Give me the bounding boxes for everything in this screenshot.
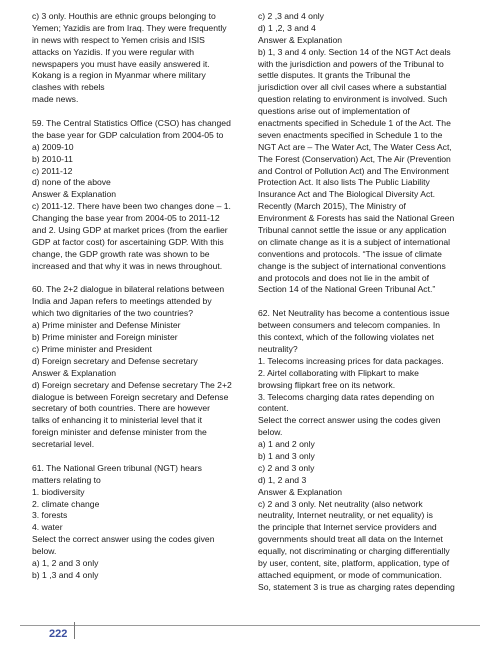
text-line: which two dignitaries of the two countries?: [32, 308, 193, 319]
paragraph-gap: [32, 106, 240, 118]
text-line: with the jurisdiction and powers of the Tribunal to: [258, 58, 444, 69]
text-line: 2. Airtel collaborating with Flipkart to make: [258, 367, 419, 378]
text-line: on climate change as it is a subject of international: [258, 236, 451, 247]
paragraph-gap: [32, 451, 240, 463]
text-line: The Forest (Conservation) Act, The Air (Prevention: [258, 153, 451, 164]
text-line: d) 1, 2 and 3: [258, 474, 307, 485]
text-line: neutrality?: [258, 343, 298, 354]
text-line: Section 14 of the National Green Tribunal Act.”: [258, 284, 436, 295]
text-line: matters relating to: [32, 474, 101, 485]
text-line: dialogue is between Foreign secretary and Defense: [32, 391, 229, 402]
text-line: made news.: [32, 94, 79, 105]
text-line: b) 1, 3 and 4 only. Section 14 of the NGT Act deals: [258, 46, 451, 57]
text-line: by user, content, site, platform, application, type of: [258, 557, 450, 568]
text-line: and 2. Using GDP at market prices (from the earlier: [32, 225, 228, 236]
text-line: and Control of Pollution Act) and The Environment: [258, 165, 449, 176]
text-line: Protection Act. It also lists The Public Liability: [258, 177, 430, 188]
text-line: Answer & Explanation: [32, 367, 117, 378]
text-line: b) Prime minister and Foreign minister: [32, 332, 178, 343]
text-line: questions arise out of implementation of: [258, 106, 410, 117]
text-line: 59. The Central Statistics Office (CSO) has changed: [32, 118, 231, 129]
text-line: 3. Telecoms charging data rates depending on: [258, 391, 435, 402]
text-line: newspapers you must have easily answered it.: [32, 58, 210, 69]
text-line: 2. climate change: [32, 498, 100, 509]
text-line: 61. The National Green tribunal (NGT) hears: [32, 462, 202, 473]
text-line: below.: [32, 546, 57, 557]
text-line: GDP at factor cost) for ascertaining GDP. With this: [32, 236, 224, 247]
text-line: between consumers and telecom companies. In: [258, 320, 441, 331]
text-line: neutrality, Internet neutrality, or net equality) is: [258, 510, 433, 521]
text-line: Changing the base year from 2004-05 to 2011-12: [32, 213, 220, 224]
text-line: below.: [258, 427, 283, 438]
text-line: Insurance Act and The Biological Diversity Act.: [258, 189, 436, 200]
text-line: Environment & Forests has said the National Green: [258, 213, 455, 224]
paragraph-gap: [32, 273, 240, 285]
footer-divider: [74, 622, 75, 639]
text-line: this context, which of the following violates net: [258, 332, 434, 343]
text-line: change is the subject of international conventions: [258, 260, 446, 271]
text-line: Tribunal cannot settle the issue or any application: [258, 225, 447, 236]
text-line: the base year for GDP calculation from 2004-05 to: [32, 129, 224, 140]
text-line: Answer & Explanation: [258, 34, 343, 45]
text-line: c) Prime minister and President: [32, 343, 152, 354]
text-line: Yemen; Yazidis are from Iraq. They were frequently: [32, 22, 227, 33]
text-line: Answer & Explanation: [32, 189, 117, 200]
text-line: d) none of the above: [32, 177, 111, 188]
text-line: 1. Telecoms increasing prices for data packages.: [258, 355, 444, 366]
text-line: change, the GDP growth rate was shown to be: [32, 248, 210, 259]
text-line: Kokang is a region in Myanmar where military: [32, 70, 206, 81]
text-line: a) 1 and 2 only: [258, 439, 315, 450]
text-line: clashes with rebels: [32, 82, 105, 93]
text-line: a) Prime minister and Defense Minister: [32, 320, 181, 331]
text-line: c) 2 ,3 and 4 only: [258, 11, 324, 21]
text-line: governments should treat all data on the Internet: [258, 534, 443, 545]
text-line: 62. Net Neutrality has become a contentious issue: [258, 308, 450, 319]
text-line: Select the correct answer using the codes given: [32, 534, 215, 545]
text-line: attacks on Yazidis. If you were regular with: [32, 46, 195, 57]
text-line: Recently (March 2015), The Ministry of: [258, 201, 406, 212]
text-line: a) 2009-10: [32, 141, 74, 152]
text-line: 60. The 2+2 dialogue in bilateral relations between: [32, 284, 225, 295]
text-line: Select the correct answer using the codes given: [258, 415, 441, 426]
text-line: conventions and protocols. “The issue of climate: [258, 248, 442, 259]
text-line: seven enactments specified in Schedule 1 to the: [258, 129, 443, 140]
text-line: and protocols and does not lie in the ambit of: [258, 272, 430, 283]
text-line: equally, not discriminating or charging differentially: [258, 546, 450, 557]
text-line: b) 1 ,3 and 4 only: [32, 569, 99, 580]
text-line: attached equipment, or mode of communication.: [258, 569, 442, 580]
text-line: a) 1, 2 and 3 only: [32, 557, 99, 568]
text-line: talks of enhancing it to ministerial level that it: [32, 415, 203, 426]
text-line: India and Japan refers to meetings attended by: [32, 296, 212, 307]
text-line: increased and that why it was in news throughout.: [32, 260, 223, 271]
text-line: settle disputes. It grants the Tribunal the: [258, 70, 411, 81]
text-line: b) 2010-11: [32, 153, 73, 164]
text-line: 4. water: [32, 522, 63, 533]
text-line: c) 2011-12. There have been two changes done – 1.: [32, 201, 231, 212]
text-line: c) 2 and 3 only: [258, 462, 315, 473]
text-line: in news with respect to Yemen crisis and ISIS: [32, 34, 205, 45]
right-text-column: [258, 11, 471, 594]
text-line: NGT Act are – The Water Act, The Water Cess Act,: [258, 141, 452, 152]
text-line: So, statement 3 is true as charging rates depending: [258, 581, 455, 592]
text-line: browsing flipkart free on its network.: [258, 379, 396, 390]
text-line: question relating to environment is involved. Such: [258, 94, 448, 105]
text-line: 1. biodiversity: [32, 486, 85, 497]
text-line: c) 3 only. Houthis are ethnic groups belonging to: [32, 11, 216, 21]
page-number: 222: [49, 628, 68, 640]
text-line: b) 1 and 3 only: [258, 450, 315, 461]
text-line: d) Foreign secretary and Defense secretary The 2+2: [32, 379, 232, 390]
text-line: jurisdiction over all civil cases where a substantial: [258, 82, 447, 93]
text-line: secretarial level.: [32, 439, 95, 450]
text-line: Answer & Explanation: [258, 486, 343, 497]
text-line: secretary of both countries. There are however: [32, 403, 211, 414]
text-line: 3. forests: [32, 510, 68, 521]
left-text-column: [32, 11, 240, 582]
text-line: c) 2011-12: [32, 165, 73, 176]
footer-rule: [20, 625, 480, 626]
text-line: content.: [258, 403, 289, 414]
paragraph-gap: [258, 296, 471, 308]
text-line: d) 1 ,2, 3 and 4: [258, 22, 316, 33]
text-line: the principle that Internet service providers and: [258, 522, 437, 533]
text-line: c) 2 and 3 only. Net neutrality (also network: [258, 498, 423, 509]
text-line: foreign minister and defense minister from the: [32, 427, 207, 438]
text-line: d) Foreign secretary and Defense secretary: [32, 355, 198, 366]
text-line: enactments specified in Schedule 1 of the Act. The: [258, 118, 451, 129]
